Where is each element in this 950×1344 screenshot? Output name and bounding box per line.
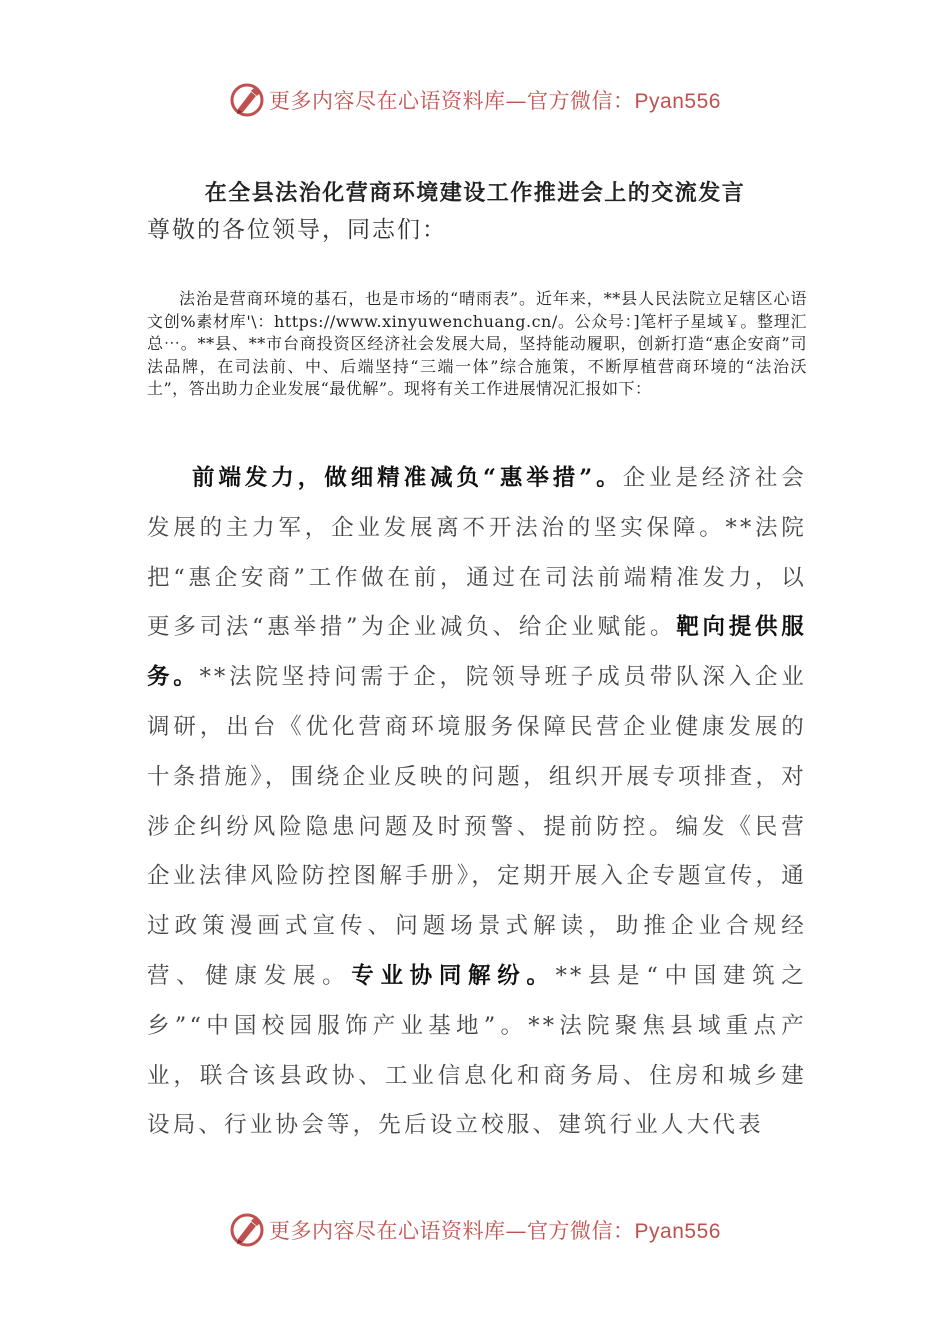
banner-text: 更多内容尽在心语资料库—官方微信：Pyan556 bbox=[269, 89, 721, 113]
footer-banner bbox=[0, 1210, 950, 1250]
section-paragraph bbox=[147, 454, 807, 1151]
page-title: 在全县法治化营商环境建设工作推进会上的交流发言 bbox=[204, 180, 746, 206]
pen-nib-logo-icon bbox=[229, 82, 265, 118]
greeting: 尊敬的各位领导，同志们： bbox=[147, 217, 447, 243]
subsection-text: **法院坚持问需于企，院领导班子成员带队深入企业调研，出台《优化营商环境服务保障民营企业健康发展的十条措施》，围绕企业反映的问题，组织开展专项排查，对涉企纠纷风险隐患问题及时预警、提前防控。编发《民营企业法律风险防控图解手册》，定期开展入企专题宣传，通过政策漫画式宣传、问题场景式解读，助推企业合规经营、健康发展。 bbox=[147, 664, 807, 989]
subsection-heading: 靶向提供服务。 bbox=[147, 614, 807, 691]
intro-paragraph: 法治是营商环境的基石，也是市场的“晴雨表”。近年来，**县人民法院立足辖区心语文创%素材库'\：https://www.xinyuwenchuang.cn/。公众号：]笔杆子星域￥。整理汇总⋯。**县、**市台商投资区经济社会发展大局，坚持能动履职，创新打造“惠企安商”司法品牌，在司法前、中、后端坚持“三端一体”综合施策，不断厚植营商环境的“法治沃土”，答出助力企业发展“最优解”。现将有关工作进展情况汇报如下： bbox=[147, 289, 807, 398]
pen-nib-logo-icon bbox=[229, 1212, 265, 1248]
section-heading: 前端发力，做细精准减负“惠举措”。 bbox=[192, 465, 623, 491]
section-text: 企业是经济社会发展的主力军，企业发展离不开法治的坚实保障。**法院把“惠企安商”工作做在前，通过在司法前端精准发力，以更多司法“惠举措”为企业减负、给企业赋能。 bbox=[147, 465, 807, 641]
banner-text: 更多内容尽在心语资料库—官方微信：Pyan556 bbox=[269, 1219, 721, 1243]
header-banner bbox=[0, 80, 950, 120]
subsection-heading: 专业协同解纷。 bbox=[351, 962, 556, 989]
subsection-text: **县是“中国建筑之乡”“中国校园服饰产业基地”。**法院聚焦县域重点产业，联合该县政协、工业信息化和商务局、住房和城乡建设局、行业协会等，先后设立校服、建筑行业人大代表 bbox=[147, 962, 807, 1139]
